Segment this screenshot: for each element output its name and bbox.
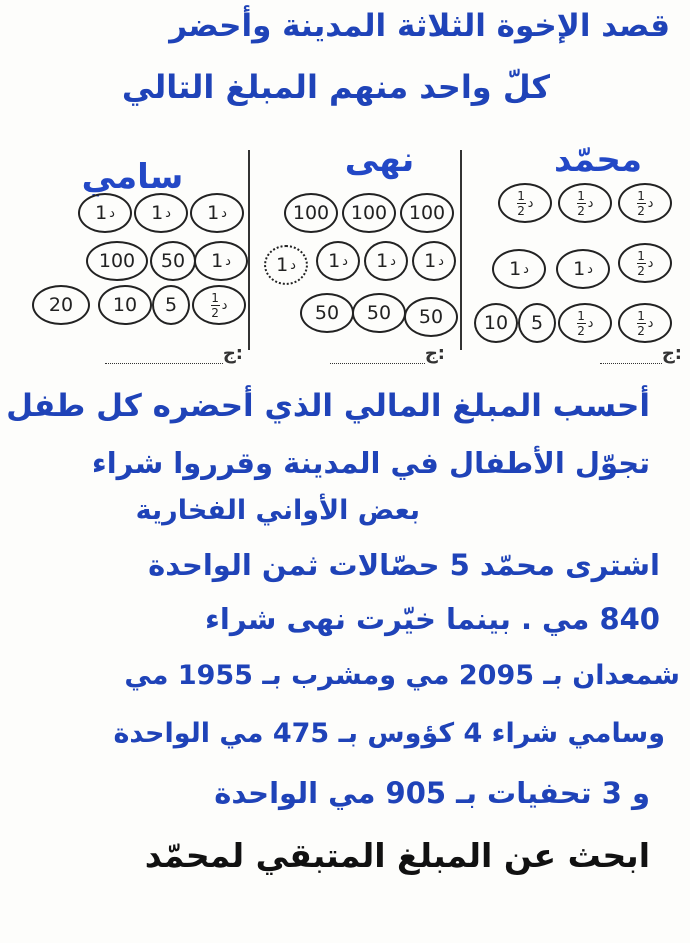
task-1: أحسب المبلغ المالي الذي أحضره كل طفل — [6, 388, 650, 424]
column-noha — [262, 140, 457, 365]
column-title-noha: نهى — [344, 140, 415, 180]
coin: د 1 — [134, 193, 188, 233]
story-line-1: تجوّل الأطفال في المدينة وقرروا شراء — [91, 446, 650, 480]
column-mohamed — [478, 140, 678, 365]
coin: د $\frac{1}{2}$ — [558, 183, 612, 223]
column-separator — [248, 150, 250, 350]
coin: 100 — [400, 193, 454, 233]
coin: د $\frac{1}{2}$ — [192, 285, 246, 325]
coin: د $\frac{1}{2}$ — [618, 183, 672, 223]
coin: 100 — [284, 193, 338, 233]
story-line-5: شمعدان بـ 2095 مي ومشرب بـ 1955 مي — [124, 660, 680, 691]
coin: د 1 — [412, 241, 456, 281]
coin: 10 — [98, 285, 152, 325]
coin: 10 — [474, 303, 518, 343]
coin: 5 — [152, 285, 190, 325]
column-title-mohamed: محمّد — [554, 140, 642, 180]
coin: د $\frac{1}{2}$ — [498, 183, 552, 223]
coin: د $\frac{1}{2}$ — [558, 303, 612, 343]
coin: د 1 — [78, 193, 132, 233]
coin: 50 — [300, 293, 354, 333]
story-line-3: اشترى محمّد 5 حصّالات ثمن الواحدة — [148, 548, 660, 582]
coin: د 1 — [492, 249, 546, 289]
task-2: ابحث عن المبلغ المتبقي لمحمّد — [144, 836, 650, 875]
column-title-sami: سامي — [81, 157, 184, 197]
coin: د $\frac{1}{2}$ — [618, 303, 672, 343]
answer-blank-mohamed: ج: — [600, 352, 682, 364]
story-line-6: وسامي شراء 4 كؤوس بـ 475 مي الواحدة — [113, 718, 665, 749]
coin: د 1 — [316, 241, 360, 281]
story-line-2: بعض الأواني الفخارية — [135, 495, 420, 526]
answer-blank-noha: ج: — [330, 352, 445, 364]
column-sami — [30, 145, 245, 365]
coin: د 1 — [194, 241, 248, 281]
coin: د 1 — [364, 241, 408, 281]
coin: د $\frac{1}{2}$ — [618, 243, 672, 283]
story-line-7: و 3 تحفيات بـ 905 مي الواحدة — [214, 776, 650, 810]
coin: 5 — [518, 303, 556, 343]
intro-line-2: كلّ واحد منهم المبلغ التالي — [121, 68, 550, 106]
coin: د 1 — [264, 245, 308, 285]
story-line-4: 840 مي . بينما خيّرت نهى شراء — [205, 602, 660, 636]
coin: 50 — [352, 293, 406, 333]
coin: 50 — [404, 297, 458, 337]
column-separator — [460, 150, 462, 350]
coin: 20 — [32, 285, 90, 325]
intro-line-1: قصد الإخوة الثلاثة المدينة وأحضر — [169, 8, 670, 44]
coin: د 1 — [556, 249, 610, 289]
answer-blank-sami: ج: — [105, 352, 243, 364]
coin: 100 — [342, 193, 396, 233]
coin: 50 — [150, 241, 196, 281]
coin: 100 — [86, 241, 148, 281]
coin: د 1 — [190, 193, 244, 233]
